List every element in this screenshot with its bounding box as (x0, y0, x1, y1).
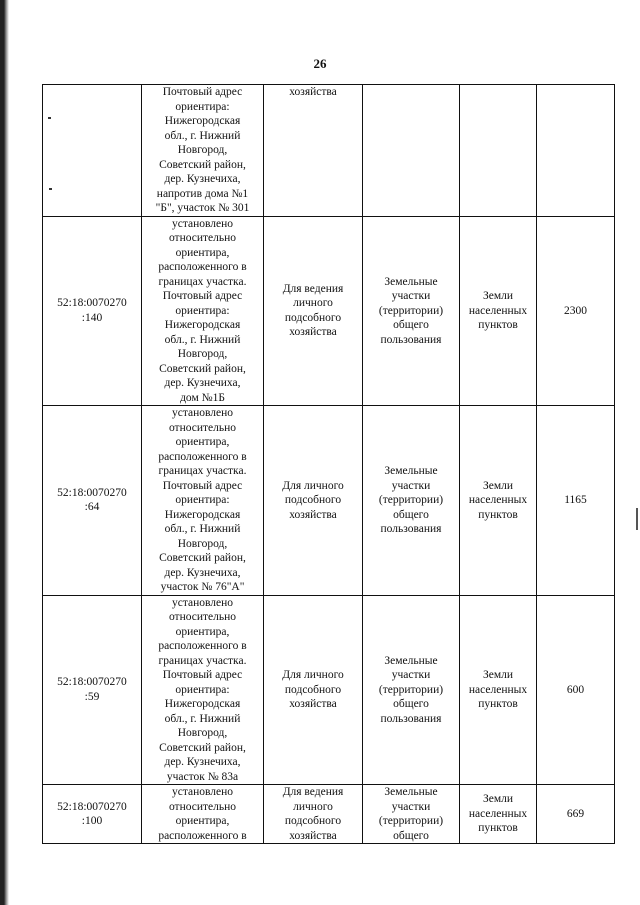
cell-text-line: ориентира, (175, 815, 230, 827)
cell-text-line: расположенного в (158, 829, 247, 842)
cell-text-line: участки (391, 800, 431, 813)
cell-text-line: установлено (171, 786, 234, 798)
cell-text-line: подсобного (284, 311, 342, 324)
cell-text-line: Для личного (282, 669, 344, 681)
cell-text-line: относительно (168, 421, 237, 434)
territorial-zone-cell (363, 216, 460, 406)
cell-text-line: установлено (171, 217, 234, 230)
cell-text-line: Земли (482, 793, 514, 806)
cell-text-line: Почтовый адрес (162, 86, 243, 98)
cell-text-line: населенных (468, 683, 528, 696)
cell-text-line: 600 (566, 683, 585, 696)
cell-text-line: пользования (380, 333, 442, 346)
cell-text-line: (территории) (378, 683, 444, 696)
cell-text-line: участки (391, 669, 431, 681)
cell-text-line: личного (293, 800, 333, 813)
cell-text-line: Советский район, (159, 158, 246, 171)
cell-text-line: ориентира, (175, 246, 230, 259)
cell-text-line: ориентира, (175, 436, 230, 448)
cell-text-line: 1165 (564, 494, 587, 506)
scan-edge-mark (636, 508, 638, 530)
cell-text-line: подсобного (284, 494, 342, 506)
cell-text-line: границах участка. (158, 465, 247, 477)
table-row (43, 85, 615, 217)
land-category-cell (460, 406, 537, 596)
cell-text-line: хозяйства (289, 829, 337, 842)
cell-text-line: Новгород, (177, 537, 228, 550)
cell-text-line: Советский район, (159, 362, 246, 375)
cell-text-line: хозяйства (289, 326, 337, 339)
cell-text-line: дер. Кузнечиха, (164, 377, 241, 389)
territorial-zone-cell (363, 595, 460, 785)
cell-text-line: установлено (171, 407, 234, 419)
cell-text-line: 2300 (564, 304, 587, 317)
cell-text-line: ориентира: (175, 304, 230, 317)
area-cell (537, 595, 615, 785)
cadastral-number-cell (43, 216, 142, 406)
cell-text-line: Для ведения (282, 786, 344, 798)
cell-text-line: 52:18:0070270 (57, 297, 127, 310)
cell-text-line: расположенного в (158, 640, 247, 652)
cell-text-line: (территории) (378, 304, 444, 317)
cell-text-line: пользования (380, 712, 442, 725)
area-cell (537, 85, 615, 217)
address-cell (142, 216, 264, 406)
permitted-use-cell (264, 595, 363, 785)
cell-text-line: относительно (168, 800, 237, 813)
cell-text-line: Для ведения (282, 282, 344, 295)
cell-text-line: личного (293, 297, 333, 310)
table-row (43, 785, 615, 844)
cell-text-line: Новгород, (177, 348, 228, 360)
table-body (43, 85, 615, 844)
cell-text-line: границах участка. (158, 654, 247, 667)
permitted-use-cell (264, 406, 363, 596)
address-cell (142, 595, 264, 785)
cadastral-number-cell (43, 785, 142, 844)
cell-text-line: хозяйства (289, 698, 337, 710)
territorial-zone-cell (363, 406, 460, 596)
cell-text-line: Нижегородская (164, 698, 241, 710)
cell-text-line: Новгород, (177, 727, 228, 739)
address-cell (142, 785, 264, 844)
cell-text-line: населенных (468, 494, 528, 506)
cadastral-number-cell (43, 595, 142, 785)
area-cell (537, 216, 615, 406)
cell-text-line: Нижегородская (164, 115, 241, 127)
cell-text-line: :59 (84, 690, 100, 703)
cell-text-line: напротив дома №1 (156, 187, 249, 200)
cell-text-line: обл., г. Нижний (164, 333, 241, 346)
cell-text-line: относительно (168, 232, 237, 244)
cell-text-line: ориентира: (175, 100, 230, 113)
cell-text-line: хозяйства (289, 508, 337, 521)
address-cell (142, 406, 264, 596)
cell-text-line: Земли (482, 479, 514, 492)
cell-text-line: Почтовый адрес (162, 290, 243, 302)
cell-text-line: расположенного в (158, 261, 247, 273)
cell-text-line: Земельные (384, 786, 438, 798)
cell-text-line: Советский район, (159, 552, 246, 564)
cell-text-line: относительно (168, 611, 237, 623)
cell-text-line: ориентира, (175, 625, 230, 638)
cell-text-line: населенных (468, 304, 528, 317)
cell-text-line: подсобного (284, 683, 342, 696)
address-cell (142, 85, 264, 217)
cell-text-line: Почтовый адрес (162, 479, 243, 492)
cell-text-line: дом №1Б (180, 391, 225, 404)
cell-text-line: пунктов (478, 822, 518, 835)
cell-text-line: Земельные (384, 465, 438, 477)
cell-text-line: расположенного в (158, 450, 247, 463)
cell-text-line: границах участка. (158, 275, 247, 288)
land-plots-table (42, 84, 615, 844)
cell-text-line: 669 (566, 807, 585, 820)
cell-text-line: 52:18:0070270 (57, 676, 127, 689)
cell-text-line: Земельные (384, 654, 438, 667)
cell-text-line: Для личного (282, 479, 344, 492)
cell-text-line: 52:18:0070270 (57, 800, 127, 813)
cell-text-line: участок № 83а (166, 770, 239, 783)
cell-text-line: обл., г. Нижний (164, 129, 241, 142)
cell-text-line: Земли (482, 290, 514, 302)
cell-text-line: :140 (81, 311, 103, 324)
cell-text-line: Советский район, (159, 741, 246, 754)
cell-text-line: подсобного (284, 815, 342, 827)
cell-text-line: установлено (171, 596, 234, 609)
land-category-cell (460, 595, 537, 785)
cell-text-line: 52:18:0070270 (57, 486, 127, 499)
permitted-use-cell (264, 85, 363, 217)
cell-text-line: общего (393, 319, 429, 331)
table-row (43, 406, 615, 596)
cell-text-line: пунктов (478, 698, 518, 710)
cell-text-line: пользования (380, 523, 442, 535)
cell-text-line: участки (391, 479, 431, 492)
table-row (43, 595, 615, 785)
cell-text-line: :100 (81, 815, 103, 827)
permitted-use-cell (264, 785, 363, 844)
cell-text-line: общего (393, 829, 429, 842)
cell-text-line: Земельные (384, 275, 438, 288)
cell-text-line: пунктов (478, 319, 518, 331)
cell-text-line: :64 (84, 501, 100, 514)
cell-text-line: хозяйства (289, 86, 337, 98)
cell-text-line: обл., г. Нижний (164, 712, 241, 725)
cell-text-line: "Б", участок № 301 (155, 202, 250, 214)
cell-text-line: дер. Кузнечиха, (164, 173, 241, 185)
permitted-use-cell (264, 216, 363, 406)
cell-text-line: Почтовый адрес (162, 669, 243, 681)
scan-edge-shadow (0, 0, 9, 905)
page-number: 26 (313, 56, 327, 71)
land-category-cell (460, 785, 537, 844)
land-category-cell (460, 85, 537, 217)
cell-text-line: Нижегородская (164, 319, 241, 331)
cell-text-line: Земли (482, 669, 514, 681)
cell-text-line: (территории) (378, 815, 444, 827)
cadastral-number-cell (43, 406, 142, 596)
territorial-zone-cell (363, 85, 460, 217)
cell-text-line: обл., г. Нижний (164, 523, 241, 535)
cell-text-line: участок № 76"А" (160, 581, 245, 593)
cell-text-line: ориентира: (175, 494, 230, 506)
cell-text-line: Нижегородская (164, 508, 241, 521)
cell-text-line: Новгород, (177, 144, 228, 156)
territorial-zone-cell (363, 785, 460, 844)
land-category-cell (460, 216, 537, 406)
area-cell (537, 785, 615, 844)
cadastral-number-cell (43, 85, 142, 217)
cell-text-line: населенных (468, 807, 528, 820)
cell-text-line: (территории) (378, 494, 444, 506)
cell-text-line: дер. Кузнечиха, (164, 756, 241, 768)
cell-text-line: пунктов (478, 508, 518, 521)
cell-text-line: дер. Кузнечиха, (164, 566, 241, 579)
table-row (43, 216, 615, 406)
area-cell (537, 406, 615, 596)
cell-text-line: общего (393, 508, 429, 521)
cell-text-line: участки (391, 290, 431, 302)
cell-text-line: общего (393, 698, 429, 710)
cell-text-line: ориентира: (175, 683, 230, 696)
